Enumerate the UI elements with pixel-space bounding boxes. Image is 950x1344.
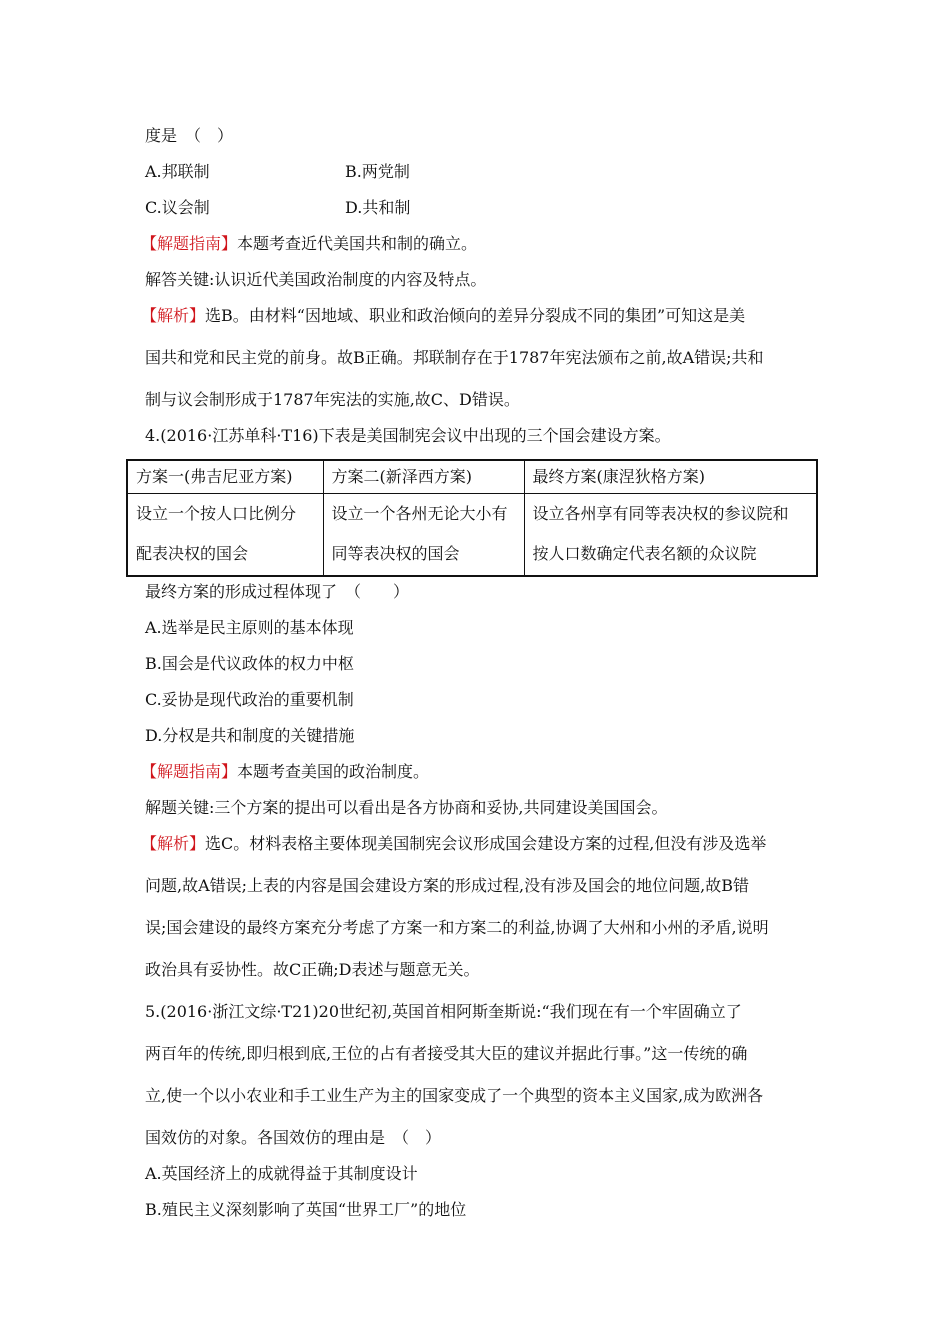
q4-cell-plan-1-line-2: 配表决权的国会 bbox=[136, 544, 249, 563]
q4-cell-final-line-2: 按人口数确定代表名额的众议院 bbox=[532, 544, 757, 563]
q3-option-a: A.邦联制 bbox=[145, 162, 210, 181]
q4-guide-text: 本题考查美国的政治制度。 bbox=[237, 762, 430, 781]
q4-table-body-row bbox=[127, 494, 817, 577]
q4-table-header-plan-2: 方案二(新泽西方案) bbox=[323, 460, 524, 494]
q4-table-header-final: 最终方案(康涅狄格方案) bbox=[524, 460, 817, 494]
q4-table-cell-plan-2 bbox=[323, 494, 524, 577]
q3-option-c: C.议会制 bbox=[145, 198, 210, 217]
q5-option-b: B.殖民主义深刻影响了英国“世界工厂”的地位 bbox=[145, 1200, 467, 1219]
q3-guide-tag: 【解题指南】 bbox=[141, 234, 238, 253]
q3-analysis-tag: 【解析】 bbox=[141, 306, 206, 325]
q4-option-a: A.选举是民主原则的基本体现 bbox=[145, 618, 354, 637]
q4-guide bbox=[141, 762, 429, 782]
q4-option-b: B.国会是代议政体的权力中枢 bbox=[145, 654, 354, 673]
q4-option-d: D.分权是共和制度的关键措施 bbox=[145, 726, 355, 745]
q4-analysis-line-4: 政治具有妥协性。故C正确;D表述与题意无关。 bbox=[145, 960, 480, 979]
q4-stem: 4.(2016·江苏单科·T16)下表是美国制宪会议中出现的三个国会建设方案。 bbox=[145, 426, 671, 445]
q3-guide-text: 本题考查近代美国共和制的确立。 bbox=[237, 234, 478, 253]
q4-guide-tag: 【解题指南】 bbox=[141, 762, 238, 781]
q3-analysis-line-1 bbox=[141, 306, 745, 326]
q4-analysis-text-1: 选C。材料表格主要体现美国制宪会议形成国会建设方案的过程,但没有涉及选举 bbox=[205, 834, 767, 853]
q3-analysis-text-1: 选B。由材料“因地域、职业和政治倾向的差异分裂成不同的集团”可知这是美 bbox=[205, 306, 746, 325]
q4-key: 解题关键:三个方案的提出可以看出是各方协商和妥协,共同建设美国国会。 bbox=[145, 798, 668, 817]
q3-analysis-line-2: 国共和党和民主党的前身。故B正确。邦联制存在于1787年宪法颁布之前,故A错误;共和 bbox=[145, 348, 764, 367]
q4-question: 最终方案的形成过程体现了 （ ） bbox=[145, 582, 410, 601]
q4-table-header-plan-1: 方案一(弗吉尼亚方案) bbox=[127, 460, 323, 494]
q4-analysis-line-3: 误;国会建设的最终方案充分考虑了方案一和方案二的利益,协调了大州和小州的矛盾,说明 bbox=[145, 918, 769, 937]
q3-option-b: B.两党制 bbox=[345, 162, 410, 181]
q4-analysis-line-2: 问题,故A错误;上表的内容是国会建设方案的形成过程,没有涉及国会的地位问题,故B错 bbox=[145, 876, 749, 895]
q4-cell-plan-1-line-1: 设立一个按人口比例分 bbox=[136, 504, 297, 523]
q4-plan-table bbox=[126, 459, 818, 577]
q5-stem-line-3: 立,使一个以小农业和手工业生产为主的国家变成了一个典型的资本主义国家,成为欧洲各 bbox=[145, 1086, 764, 1105]
q3-guide bbox=[141, 234, 477, 254]
q5-stem-line-1: 5.(2016·浙江文综·T21)20世纪初,英国首相阿斯奎斯说:“我们现在有一个牢固确立了 bbox=[145, 1002, 742, 1021]
q4-cell-plan-2-line-2: 同等表决权的国会 bbox=[331, 544, 460, 563]
q5-stem-line-4: 国效仿的对象。各国效仿的理由是 （ ） bbox=[145, 1128, 442, 1147]
q3-option-d: D.共和制 bbox=[345, 198, 411, 217]
q5-stem-line-2: 两百年的传统,即归根到底,王位的占有者接受其大臣的建议并据此行事。”这一传统的确 bbox=[145, 1044, 748, 1063]
q4-cell-final-line-1: 设立各州享有同等表决权的参议院和 bbox=[532, 504, 789, 523]
q4-table-cell-final bbox=[524, 494, 817, 577]
q4-table-header-row bbox=[127, 460, 817, 494]
q4-analysis-tag: 【解析】 bbox=[141, 834, 206, 853]
q3-stem-tail: 度是 （ ） bbox=[145, 126, 234, 145]
q3-analysis-line-3: 制与议会制形成于1787年宪法的实施,故C、D错误。 bbox=[145, 390, 520, 409]
q5-option-a: A.英国经济上的成就得益于其制度设计 bbox=[145, 1164, 418, 1183]
q3-key: 解答关键:认识近代美国政治制度的内容及特点。 bbox=[145, 270, 487, 289]
q4-cell-plan-2-line-1: 设立一个各州无论大小有 bbox=[331, 504, 508, 523]
q4-option-c: C.妥协是现代政治的重要机制 bbox=[145, 690, 354, 709]
q4-table-cell-plan-1 bbox=[127, 494, 323, 577]
q4-analysis-line-1 bbox=[141, 834, 766, 854]
